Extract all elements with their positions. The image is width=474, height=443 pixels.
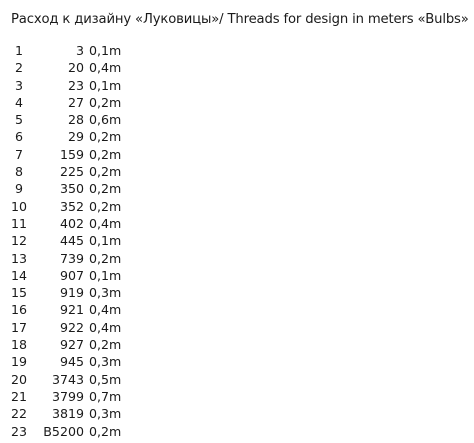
row-index: 22	[10, 406, 28, 422]
thread-number: 739	[59, 250, 84, 266]
row-index: 23	[10, 423, 28, 439]
thread-row	[0, 77, 220, 94]
row-index: 5	[14, 112, 23, 128]
thread-row	[0, 146, 220, 163]
thread-row	[0, 388, 220, 405]
thread-amount: 0,2m	[89, 423, 122, 439]
thread-amount: 0,3m	[89, 285, 122, 301]
thread-number: 402	[59, 215, 84, 231]
thread-amount: 0,2m	[89, 181, 122, 197]
row-index: 21	[10, 388, 28, 404]
thread-amount: 0,5m	[89, 371, 122, 387]
thread-amount: 0,2m	[89, 250, 122, 266]
thread-amount: 0,1m	[89, 77, 122, 93]
thread-number: 922	[59, 319, 84, 335]
thread-number: 3819	[51, 406, 84, 422]
thread-number: 919	[59, 285, 84, 301]
thread-number: 3	[75, 43, 84, 58]
thread-row	[0, 371, 220, 388]
row-index: 9	[14, 181, 23, 197]
thread-row	[0, 215, 220, 232]
thread-number: 921	[59, 302, 84, 318]
thread-number: 445	[59, 233, 84, 249]
thread-row	[0, 163, 220, 180]
thread-amount: 0,2m	[89, 198, 122, 214]
thread-amount: 0,4m	[89, 319, 122, 335]
thread-row	[0, 405, 220, 422]
thread-row	[0, 180, 220, 197]
thread-row	[0, 267, 220, 284]
row-index: 15	[10, 285, 28, 301]
thread-number: 27	[67, 94, 84, 110]
thread-number: 927	[59, 337, 84, 353]
thread-number: B5200	[43, 423, 84, 439]
row-index: 20	[10, 371, 28, 387]
row-index: 13	[10, 250, 28, 266]
thread-number: 20	[67, 60, 84, 76]
thread-row	[0, 250, 220, 267]
thread-number: 28	[67, 112, 84, 128]
thread-amount: 0,2m	[89, 164, 122, 180]
thread-number: 907	[59, 267, 84, 283]
thread-row	[0, 128, 220, 145]
row-index: 11	[10, 215, 28, 231]
thread-amount: 0,7m	[89, 388, 122, 404]
row-index: 16	[10, 302, 28, 318]
thread-number: 3799	[51, 388, 84, 404]
row-index: 19	[10, 354, 28, 370]
thread-row	[0, 198, 220, 215]
thread-number: 3743	[51, 371, 84, 387]
row-index: 7	[14, 146, 23, 162]
row-index: 10	[10, 198, 28, 214]
row-index: 4	[14, 94, 23, 110]
thread-row	[0, 353, 220, 370]
row-index: 3	[14, 77, 23, 93]
thread-amount: 0,2m	[89, 146, 122, 162]
thread-row	[0, 42, 220, 59]
thread-row	[0, 423, 220, 440]
thread-amount: 0,3m	[89, 354, 122, 370]
thread-amount: 0,1m	[89, 267, 122, 283]
thread-row	[0, 301, 220, 318]
row-index: 17	[10, 319, 28, 335]
row-index: 6	[14, 129, 23, 145]
thread-amount: 0,6m	[89, 112, 122, 128]
thread-rows	[0, 42, 220, 440]
thread-number: 945	[59, 354, 84, 370]
thread-amount: 0,2m	[89, 337, 122, 353]
thread-row	[0, 336, 220, 353]
thread-amount: 0,1m	[89, 233, 122, 249]
row-index: 12	[10, 233, 28, 249]
thread-amount: 0,4m	[89, 60, 122, 76]
thread-row	[0, 94, 220, 111]
document-title: Расход к дизайну «Луковицы»/ Threads for design in meters «Bulbs»	[11, 12, 469, 27]
thread-number: 352	[59, 198, 84, 214]
thread-row	[0, 232, 220, 249]
row-index: 14	[10, 267, 28, 283]
thread-amount: 0,4m	[89, 215, 122, 231]
thread-amount: 0,1m	[89, 43, 122, 58]
thread-amount: 0,3m	[89, 406, 122, 422]
thread-number: 350	[59, 181, 84, 197]
thread-row	[0, 111, 220, 128]
thread-number: 29	[67, 129, 84, 145]
row-index: 18	[10, 337, 28, 353]
thread-number: 23	[67, 77, 84, 93]
thread-row	[0, 59, 220, 76]
thread-number: 225	[59, 164, 84, 180]
thread-amount: 0,2m	[89, 94, 122, 110]
row-index: 2	[14, 60, 23, 76]
thread-amount: 0,2m	[89, 129, 122, 145]
thread-row	[0, 284, 220, 301]
thread-number: 159	[59, 146, 84, 162]
row-index: 1	[14, 43, 23, 58]
thread-row	[0, 319, 220, 336]
thread-amount: 0,4m	[89, 302, 122, 318]
row-index: 8	[14, 164, 23, 180]
